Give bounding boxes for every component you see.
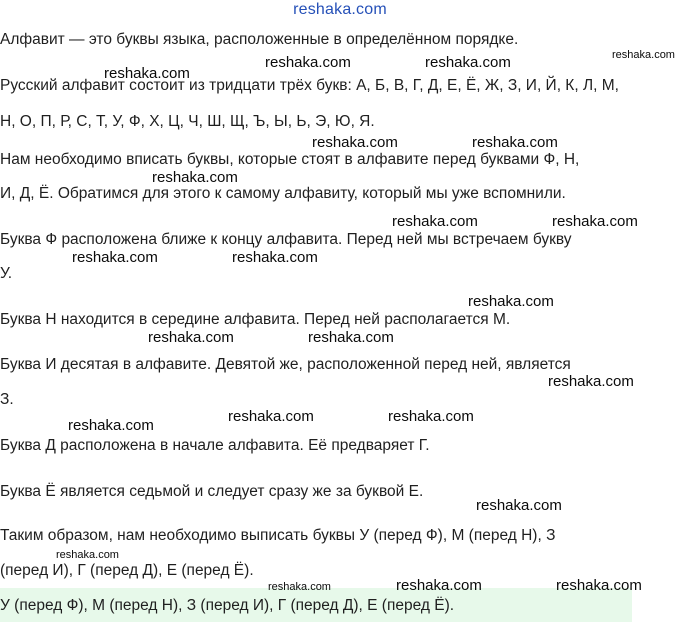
watermark: reshaka.com	[552, 213, 638, 230]
text-line: Русский алфавит состоит из тридцати трёх букв: А, Б, В, Г, Д, Е, Ё, Ж, З, И, Й, К, Л, М,	[0, 77, 619, 94]
text-line: У.	[0, 265, 13, 282]
watermark: reshaka.com	[425, 54, 511, 71]
text-line: Буква Ф расположена ближе к концу алфавита. Перед ней мы встречаем букву	[0, 231, 572, 248]
text-line: И, Д, Ё. Обратимся для этого к самому алфавиту, который мы уже вспомнили.	[0, 185, 566, 202]
watermark: reshaka.com	[612, 49, 675, 61]
watermark: reshaka.com	[56, 549, 119, 561]
text-line: З.	[0, 391, 14, 408]
watermark: reshaka.com	[556, 577, 642, 594]
watermark: reshaka.com	[308, 329, 394, 346]
watermark: reshaka.com	[476, 497, 562, 514]
text-line: Буква И десятая в алфавите. Девятой же, расположенной перед ней, является	[0, 356, 571, 373]
watermark: reshaka.com	[232, 249, 318, 266]
watermark: reshaka.com	[68, 417, 154, 434]
watermark: reshaka.com	[548, 373, 634, 390]
text-line: Буква Н находится в середине алфавита. Перед ней располагается М.	[0, 311, 511, 328]
watermark: reshaka.com	[72, 249, 158, 266]
text-line: Н, О, П, Р, С, Т, У, Ф, Х, Ц, Ч, Ш, Щ, Ъ, Ы, Ь, Э, Ю, Я.	[0, 113, 375, 130]
text-line: Буква Д расположена в начале алфавита. Её предваряет Г.	[0, 437, 430, 454]
answer-text: У (перед Ф), М (перед Н), З (перед И), Г (перед Д), Е (перед Ё).	[0, 597, 455, 614]
watermark: reshaka.com	[104, 65, 190, 82]
text-line: (перед И), Г (перед Д), Е (перед Ё).	[0, 562, 254, 579]
watermark: reshaka.com	[388, 408, 474, 425]
watermark: reshaka.com	[148, 329, 234, 346]
watermark: reshaka.com	[152, 169, 238, 186]
watermark: reshaka.com	[265, 54, 351, 71]
text-line: Алфавит — это буквы языка, расположенные в определённом порядке.	[0, 31, 519, 48]
watermark: reshaka.com	[396, 577, 482, 594]
watermark: reshaka.com	[468, 293, 554, 310]
watermark: reshaka.com	[472, 134, 558, 151]
watermark: reshaka.com	[228, 408, 314, 425]
site-header-link[interactable]: reshaka.com	[293, 1, 387, 18]
watermark: reshaka.com	[268, 581, 331, 593]
watermark: reshaka.com	[312, 134, 398, 151]
text-line: Нам необходимо вписать буквы, которые стоят в алфавите перед буквами Ф, Н,	[0, 151, 580, 168]
text-line: Таким образом, нам необходимо выписать буквы У (перед Ф), М (перед Н), З	[0, 527, 556, 544]
answer-highlight	[0, 588, 632, 622]
text-line: Буква Ё является седьмой и следует сразу же за буквой Е.	[0, 483, 424, 500]
watermark: reshaka.com	[392, 213, 478, 230]
